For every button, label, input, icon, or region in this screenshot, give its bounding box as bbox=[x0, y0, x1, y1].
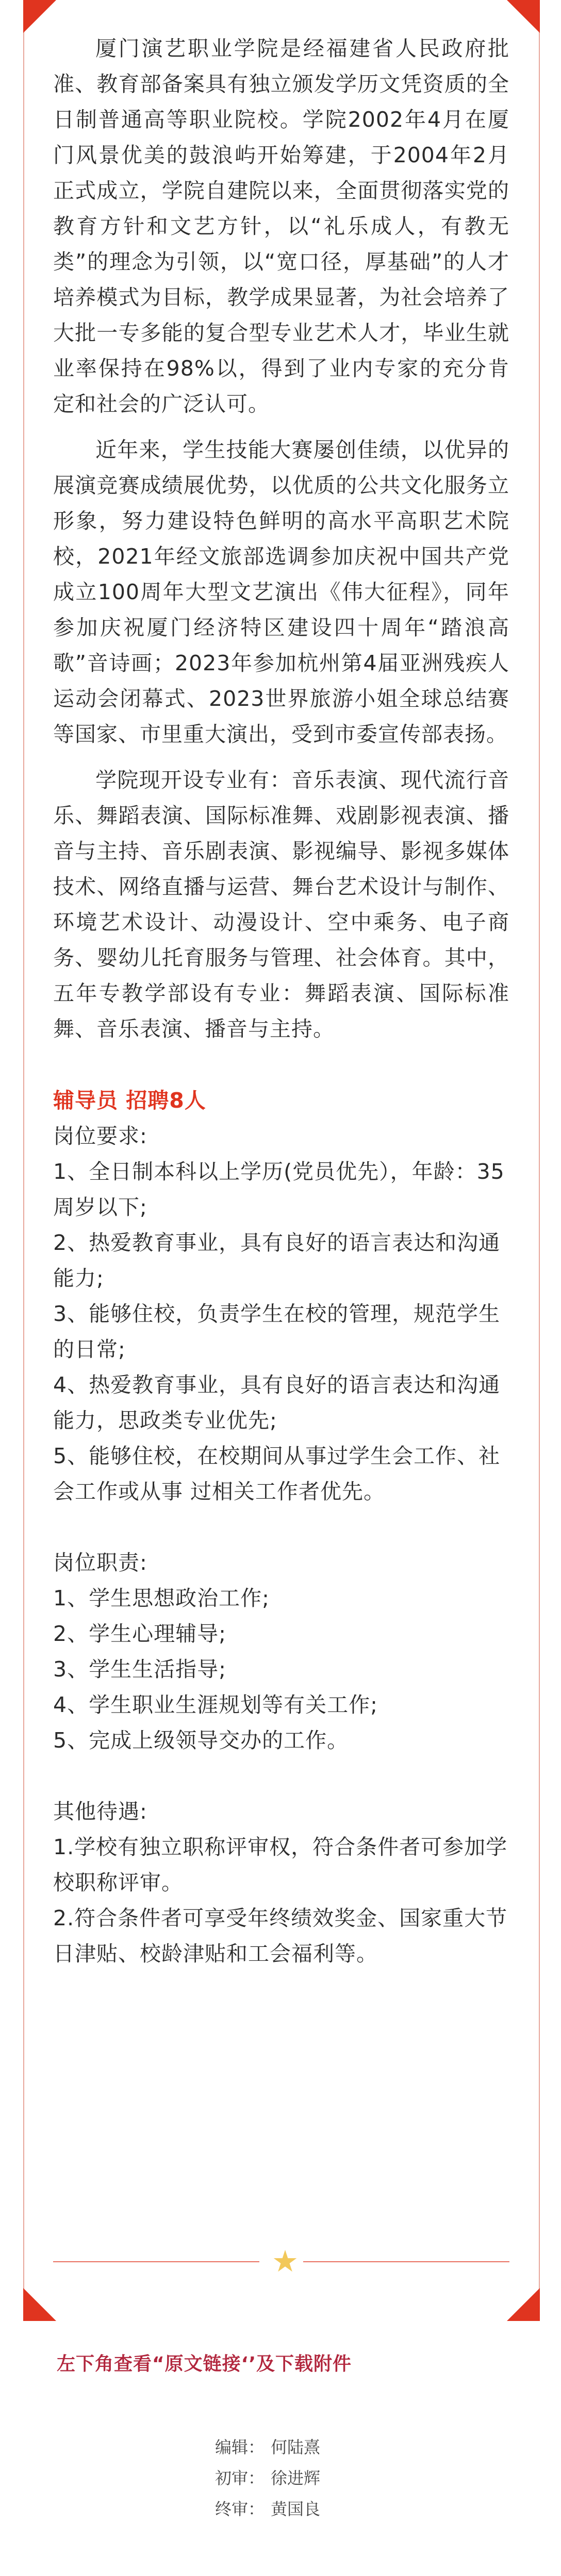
benefit-item: 2.符合条件者可享受年终绩效奖金、国家重大节日津贴、校龄津贴和工会福利等。 bbox=[53, 1906, 508, 1966]
credit-label: 初审： bbox=[214, 2468, 265, 2488]
divider-line-right bbox=[303, 2261, 509, 2262]
duty-item: 3、学生生活指导; bbox=[53, 1657, 226, 1682]
requirement-item: 3、能够住校，负责学生在校的管理，规范学生的日常; bbox=[53, 1301, 501, 1362]
duty-item: 1、学生思想政治工作; bbox=[53, 1586, 270, 1611]
duty-item: 5、完成上级领导交办的工作。 bbox=[53, 1728, 349, 1753]
intro-paragraph: 厦门演艺职业学院是经福建省人民政府批准、教育部备案具有独立颁发学历文凭资质的全日制普通高等职业院校。学院2002年4月在厦门风景优美的鼓浪屿开始筹建，于2004年2月正式成立，学院自建院以来，全面贯彻落实党的教育方针和文艺方针，以“礼乐成人，有教无类”的理念为引领，以“宽口径，厚基础”的人才培养模式为目标，教学成果显著，为社会培养了大批一专多能的复合型专业艺术人才，毕业生就业率保持在98%以，得到了业内专家的充分肯定和社会的广泛认可。 bbox=[53, 36, 509, 416]
position-title: 辅导员 招聘8人 bbox=[53, 1088, 206, 1113]
spacer bbox=[53, 1510, 509, 1545]
original-link-hint: 左下角查看“原文链接‘’及下载附件 bbox=[57, 2353, 352, 2375]
credit-editor bbox=[0, 2432, 561, 2463]
credit-label: 终审： bbox=[214, 2499, 265, 2519]
article-body bbox=[53, 31, 509, 1972]
benefit-item: 1.学校有独立职称评审权，符合条件者可参加学校职称评审。 bbox=[53, 1835, 508, 1895]
duties-heading: 岗位职责: bbox=[53, 1550, 147, 1575]
star-icon: ★ bbox=[272, 2244, 299, 2279]
corner-decoration-top-right bbox=[507, 0, 540, 33]
credit-label: 编辑： bbox=[214, 2437, 265, 2457]
requirements-heading: 岗位要求: bbox=[53, 1124, 147, 1148]
section-divider bbox=[53, 2246, 509, 2277]
credit-first-review bbox=[0, 2463, 561, 2494]
requirement-item: 2、热爱教育事业，具有良好的语言表达和沟通能力; bbox=[53, 1230, 501, 1291]
intro-paragraph: 近年来，学生技能大赛屡创佳绩，以优异的展演竞赛成绩展优势，以优质的公共文化服务立形象，努力建设特色鲜明的高水平高职艺术院校，2021年经文旅部选调参加庆祝中国共产党成立100周年大型文艺演出《伟大征程》，同年参加庆祝厦门经济特区建设四十周年“踏浪高歌”音诗画；2023年参加杭州第4届亚洲残疾人运动会闭幕式、2023世界旅游小姐全球总结赛等国家、市里重大演出，受到市委宣传部表扬。 bbox=[53, 437, 509, 747]
credit-name: 徐进辉 bbox=[271, 2468, 321, 2488]
corner-decoration-top-left bbox=[23, 0, 56, 33]
requirement-item: 1、全日制本科以上学历(党员优先），年龄：35周岁以下; bbox=[53, 1159, 505, 1219]
requirement-item: 4、热爱教育事业，具有良好的语言表达和沟通能力，思政类专业优先; bbox=[53, 1372, 501, 1433]
duty-item: 2、学生心理辅导; bbox=[53, 1621, 226, 1646]
requirement-item: 5、能够住校，在校期间从事过学生会工作、社会工作或从事 过相关工作者优先。 bbox=[53, 1444, 501, 1504]
duty-item: 4、学生职业生涯规划等有关工作; bbox=[53, 1692, 378, 1717]
credits bbox=[0, 2432, 561, 2524]
credit-final-review bbox=[0, 2494, 561, 2524]
credit-name: 黄国良 bbox=[271, 2499, 321, 2519]
credit-name: 何陆熹 bbox=[271, 2437, 321, 2457]
spacer bbox=[53, 1758, 509, 1794]
corner-decoration-bottom-right bbox=[507, 2288, 540, 2321]
intro-paragraph: 学院现开设专业有：音乐表演、现代流行音乐、舞蹈表演、国际标准舞、戏剧影视表演、播音与主持、音乐剧表演、影视编导、影视多媒体技术、网络直播与运营、舞台艺术设计与制作、环境艺术设计、动漫设计、空中乘务、电子商务、婴幼儿托育服务与管理、社会体育。其中，五年专教学部设有专业：舞蹈表演、国际标准舞、音乐表演、播音与主持。 bbox=[53, 768, 509, 1041]
benefits-heading: 其他待遇: bbox=[53, 1799, 147, 1824]
corner-decoration-bottom-left bbox=[23, 2288, 56, 2321]
divider-line-left bbox=[53, 2261, 259, 2262]
